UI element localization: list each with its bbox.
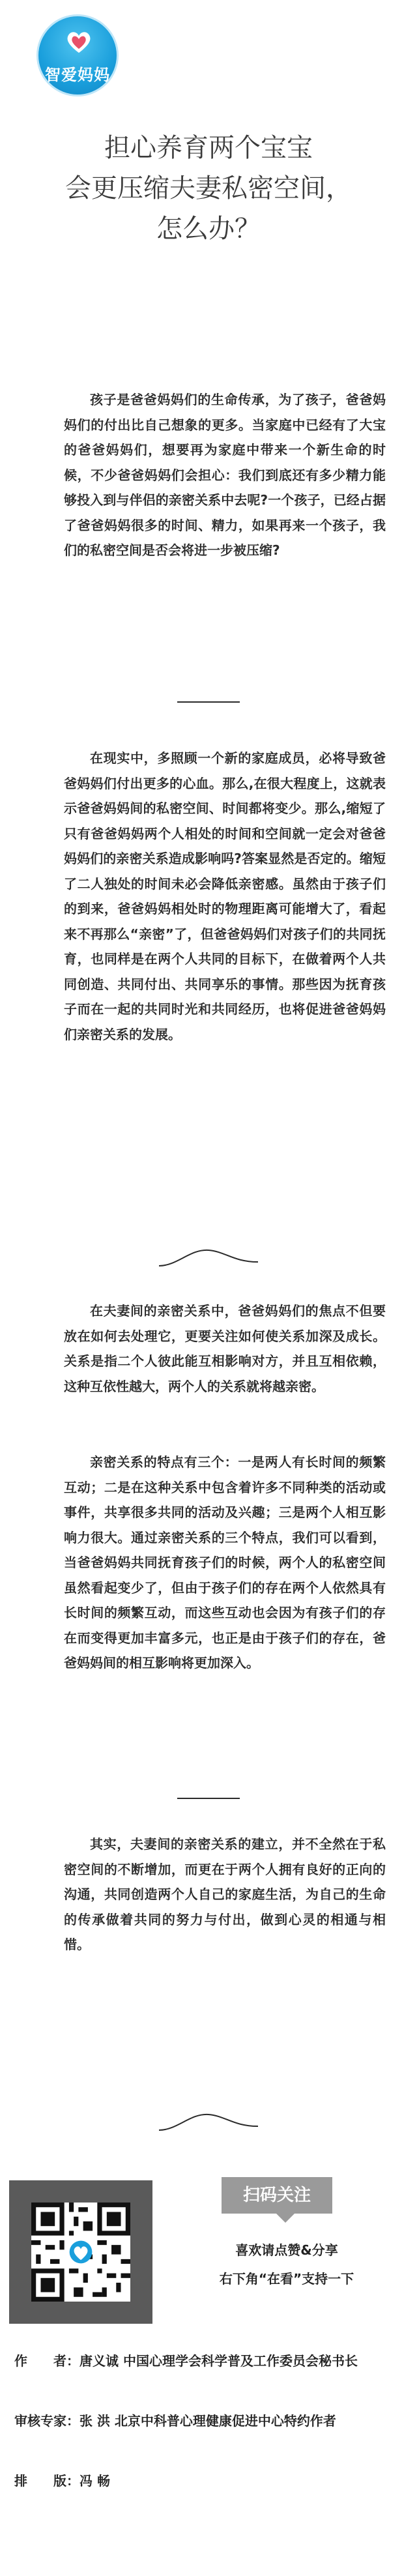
title-line-2: 会更压缩夫妻私密空间， <box>65 173 352 203</box>
logo-text: 智爱妈妈 <box>45 65 110 84</box>
follow-text-1: 喜欢请点赞&分享 <box>235 2242 338 2258</box>
article-title <box>0 128 417 249</box>
qr-code-frame <box>9 2180 152 2324</box>
credit-author: 作 者：唐义诚 中国心理学会科学普及工作委员会秘书长 <box>14 2353 358 2369</box>
heart-icon <box>66 31 92 54</box>
wave-divider <box>158 2111 259 2134</box>
qr-code-icon <box>31 2203 130 2302</box>
qr-code[interactable] <box>31 2203 130 2302</box>
brand-logo <box>36 14 119 96</box>
logo-badge <box>36 14 119 96</box>
scan-follow-label: 扫码关注 <box>222 2177 332 2214</box>
paragraph-conclusion: 其实，夫妻间的亲密关系的建立，并不全然在于私密空间的不断增加，而更在于两个人拥有良好的正向的沟通，共同创造两个人自己的家庭生活，为自己的生命的传承做着共同的努力与付出，做到心灵的相通与相惜。 <box>64 1836 386 1952</box>
title-line-1: 担心养育两个宝宝 <box>104 133 313 163</box>
paragraph-intro: 孩子是爸爸妈妈们的生命传承，为了孩子，爸爸妈妈们的付出比自己想象的更多。当家庭中已经有了大宝的爸爸妈妈们，想要再为家庭中带来一个新生命的时候，不少爸爸妈妈们会担心：我们到底还有多少精力能够投入到与伴侣的亲密关系中去呢?一个孩子，已经占据了爸爸妈妈很多的时间、精力，如果再来一个孩子，我们的私密空间是否会将进一步被压缩? <box>64 392 386 558</box>
label-pointer <box>276 2214 295 2223</box>
section-divider <box>177 1798 240 1799</box>
paragraph-intimacy: 在夫妻间的亲密关系中，爸爸妈妈们的焦点不但要放在如何去处理它，更要关注如何使关系加深及成长。关系是指二个人彼此能互相影响对方，并且互相依赖，这种互依性越大，两个人的关系就将越亲密。 <box>64 1303 386 1394</box>
title-line-3: 怎么办？ <box>156 214 261 244</box>
credit-editor: 排 版：冯 畅 <box>14 2473 110 2489</box>
wave-divider <box>158 1246 259 1270</box>
paragraph-reality: 在现实中，多照顾一个新的家庭成员，必将导致爸爸妈妈们付出更多的心血。那么,在很大程度上，这就表示爸爸妈妈间的私密空间、时间都将变少。那么,缩短了只有爸爸妈妈两个人相处的时间和空间就一定会对爸爸妈妈们的亲密关系造成影响吗?答案显然是否定的。缩短了二人独处的时间未必会降低亲密感。虽然由于孩子们的到来，爸爸妈妈相处时的物理距离可能增大了，看起来不再那么“亲密”了，但爸爸妈妈们对孩子们的共同抚育，也同样是在两个人共同的目标下，在做着两个人共同创造、共同付出、共同享乐的事情。那些因为抚育孩子而在一起的共同时光和共同经历，也将促进爸爸妈妈们亲密关系的发展。 <box>64 750 386 1042</box>
credit-reviewer: 审核专家：张 洪 北京中科普心理健康促进中心特约作者 <box>14 2413 336 2429</box>
paragraph-features: 亲密关系的特点有三个：一是两人有长时间的频繁互动；二是在这种关系中包含着许多不同种类的活动或事件，共享很多共同的活动及兴趣；三是两个人相互影响力很大。通过亲密关系的三个特点，我们可以看到，当爸爸妈妈共同抚育孩子们的时候，两个人的私密空间虽然看起变少了，但由于孩子们的存在两个人依然具有长时间的频繁互动，而这些互动也会因为有孩子们的存在而变得更加丰富多元，也正是由于孩子们的存在，爸爸妈妈间的相互影响将更加深入。 <box>64 1454 386 1671</box>
section-divider <box>177 701 240 703</box>
follow-text-2: 右下角“在看”支持一下 <box>219 2271 354 2287</box>
